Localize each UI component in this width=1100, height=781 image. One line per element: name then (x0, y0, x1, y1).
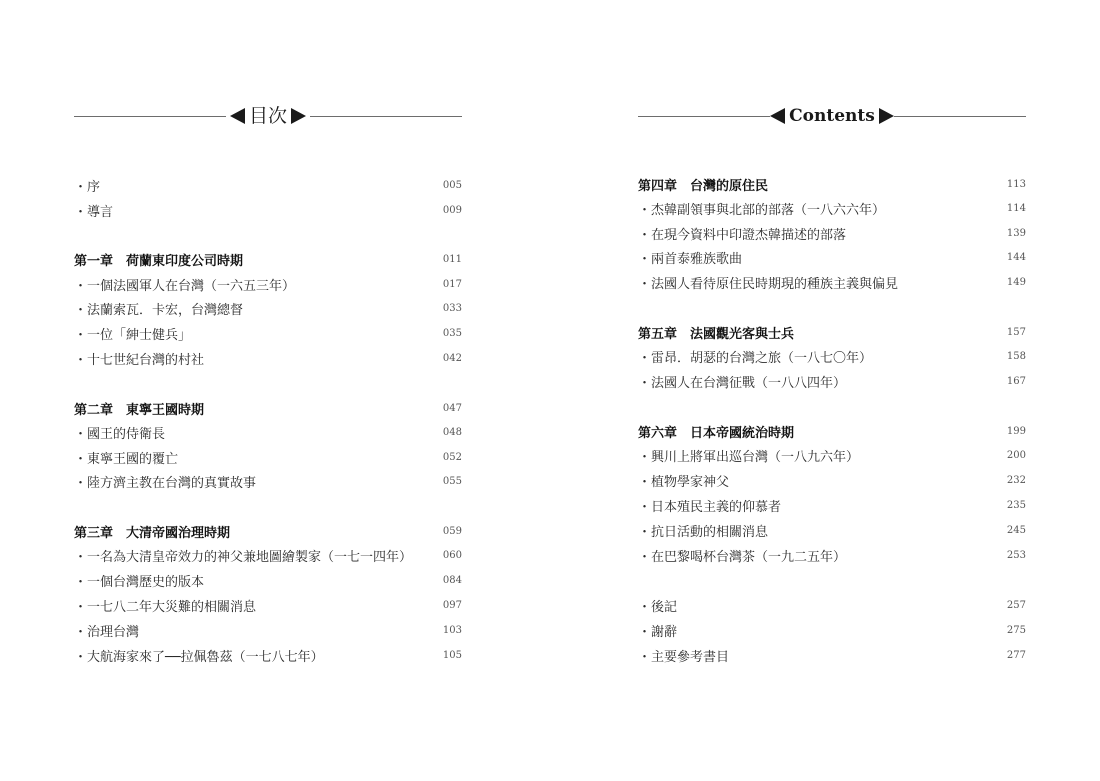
page-number: 059 (442, 525, 462, 537)
page-number: 033 (442, 302, 462, 314)
page-number: 048 (442, 426, 462, 438)
page-number: 113 (1006, 178, 1026, 190)
entry-title: ・一名為大清皇帝效力的神父兼地圖繪製家（一七一四年） (74, 549, 413, 565)
toc-entry-row (74, 619, 462, 641)
toc-entry-row (638, 594, 1026, 616)
page-number: 017 (442, 278, 462, 290)
toc-entry-row (638, 494, 1026, 516)
page-number: 011 (442, 253, 462, 265)
page-number: 232 (1006, 474, 1026, 486)
toc-entry-row (74, 297, 462, 319)
page-number: 253 (1006, 549, 1026, 561)
toc-chapter-row (638, 173, 1026, 195)
heading-title (226, 102, 310, 130)
page-number: 047 (442, 402, 462, 414)
page-number: 105 (442, 649, 462, 661)
heading-title (770, 102, 894, 130)
toc-chapter-row (74, 248, 462, 270)
toc-entry-row (74, 273, 462, 295)
page-number: 005 (442, 179, 462, 191)
page-number: 235 (1006, 499, 1026, 511)
toc-chapter-row (74, 520, 462, 542)
entry-title: ・法國人在台灣征戰（一八八四年） (638, 375, 847, 391)
entry-title: ・兩首泰雅族歌曲 (638, 251, 743, 267)
triangle-left-icon (230, 108, 245, 124)
toc-entry-row (638, 271, 1026, 293)
entry-title: ・序 (74, 179, 101, 195)
chapter-title: 第二章 東寧王國時期 (74, 402, 205, 418)
toc-chapter-row (638, 420, 1026, 442)
page-number: 158 (1006, 350, 1026, 362)
toc-entry-row (74, 446, 462, 468)
entry-title: ・在巴黎喝杯台灣茶（一九二五年） (638, 549, 847, 565)
toc-entry-row (74, 199, 462, 221)
toc-chapter-row (638, 321, 1026, 343)
page-number: 167 (1006, 375, 1026, 387)
page-number: 200 (1006, 449, 1026, 461)
entry-title: ・植物學家神父 (638, 474, 730, 490)
toc-entry-row (74, 544, 462, 566)
entry-title: ・抗日活動的相關消息 (638, 524, 769, 540)
heading-rule-right (894, 116, 1026, 117)
toc-entry-row (638, 370, 1026, 392)
toc-entry-row (638, 345, 1026, 367)
entry-title: ・法蘭索瓦．卡宏，台灣總督 (74, 302, 244, 318)
triangle-right-icon (879, 108, 894, 124)
entry-title: ・雷昂．胡瑟的台灣之旅（一八七〇年） (638, 350, 873, 366)
entry-title: ・日本殖民主義的仰慕者 (638, 499, 782, 515)
page-number: 149 (1006, 276, 1026, 288)
toc-entry-row (74, 644, 462, 666)
entry-title: ・杰韓副領事與北部的部落（一八六六年） (638, 202, 886, 218)
page-number: 199 (1006, 425, 1026, 437)
entry-title: ・興川上將軍出巡台灣（一八九六年） (638, 449, 860, 465)
entry-title: ・大航海家來了──拉佩魯茲（一七八七年） (74, 649, 324, 665)
page-number: 103 (442, 624, 462, 636)
chapter-title: 第六章 日本帝國統治時期 (638, 425, 795, 441)
page-number: 144 (1006, 251, 1026, 263)
toc-entry-row (638, 469, 1026, 491)
toc-entry-row (74, 347, 462, 369)
entry-title: ・後記 (638, 599, 678, 615)
heading-rule-left (638, 116, 770, 117)
toc-entry-row (74, 470, 462, 492)
toc-entry-row (638, 222, 1026, 244)
page-number: 157 (1006, 326, 1026, 338)
heading-rule-right (310, 116, 462, 117)
page-number: 257 (1006, 599, 1026, 611)
entry-title: ・法國人看待原住民時期現的種族主義與偏見 (638, 276, 899, 292)
page-number: 245 (1006, 524, 1026, 536)
page-number: 060 (442, 549, 462, 561)
page-number: 139 (1006, 227, 1026, 239)
entry-title: ・一個台灣歷史的版本 (74, 574, 205, 590)
entry-title: ・一個法國軍人在台灣（一六五三年） (74, 278, 296, 294)
entry-title: ・一位「紳士健兵」 (74, 327, 192, 343)
toc-entry-row (74, 322, 462, 344)
toc-entry-row (638, 619, 1026, 641)
page-number: 042 (442, 352, 462, 364)
chapter-title: 第三章 大清帝國治理時期 (74, 525, 231, 541)
page-number: 097 (442, 599, 462, 611)
entry-title: ・治理台灣 (74, 624, 140, 640)
toc-entry-row (638, 519, 1026, 541)
page-number: 055 (442, 475, 462, 487)
toc-heading (638, 102, 1026, 130)
entry-title: ・陸方濟主教在台灣的真實故事 (74, 475, 257, 491)
toc-entry-row (638, 644, 1026, 666)
page-number: 009 (442, 204, 462, 216)
entry-title: ・主要參考書目 (638, 649, 730, 665)
triangle-right-icon (291, 108, 306, 124)
heading-rule-left (74, 116, 226, 117)
toc-entry-row (74, 569, 462, 591)
toc-chapter-row (74, 397, 462, 419)
entry-title: ・一七八二年大災難的相關消息 (74, 599, 257, 615)
toc-entry-row (638, 246, 1026, 268)
toc-entry-row (74, 594, 462, 616)
toc-title: 目次 (248, 105, 287, 127)
entry-title: ・國王的侍衛長 (74, 426, 166, 442)
toc-entry-row (74, 421, 462, 443)
toc-entry-row (638, 544, 1026, 566)
page-number: 277 (1006, 649, 1026, 661)
entry-title: ・謝辭 (638, 624, 678, 640)
entry-title: ・導言 (74, 204, 114, 220)
page-number: 052 (442, 451, 462, 463)
page-number: 084 (442, 574, 462, 586)
entry-title: ・十七世紀台灣的村社 (74, 352, 205, 368)
toc-heading (74, 102, 462, 130)
triangle-left-icon (770, 108, 785, 124)
chapter-title: 第一章 荷蘭東印度公司時期 (74, 253, 244, 269)
entry-title: ・東寧王國的覆亡 (74, 451, 179, 467)
chapter-title: 第四章 台灣的原住民 (638, 178, 769, 194)
toc-entry-row (74, 174, 462, 196)
page-number: 275 (1006, 624, 1026, 636)
chapter-title: 第五章 法國觀光客與士兵 (638, 326, 795, 342)
toc-entry-row (638, 444, 1026, 466)
toc-entry-row (638, 197, 1026, 219)
entry-title: ・在現今資料中印證杰韓描述的部落 (638, 227, 847, 243)
toc-title: Contents (789, 106, 875, 126)
page-number: 114 (1006, 202, 1026, 214)
page-number: 035 (442, 327, 462, 339)
